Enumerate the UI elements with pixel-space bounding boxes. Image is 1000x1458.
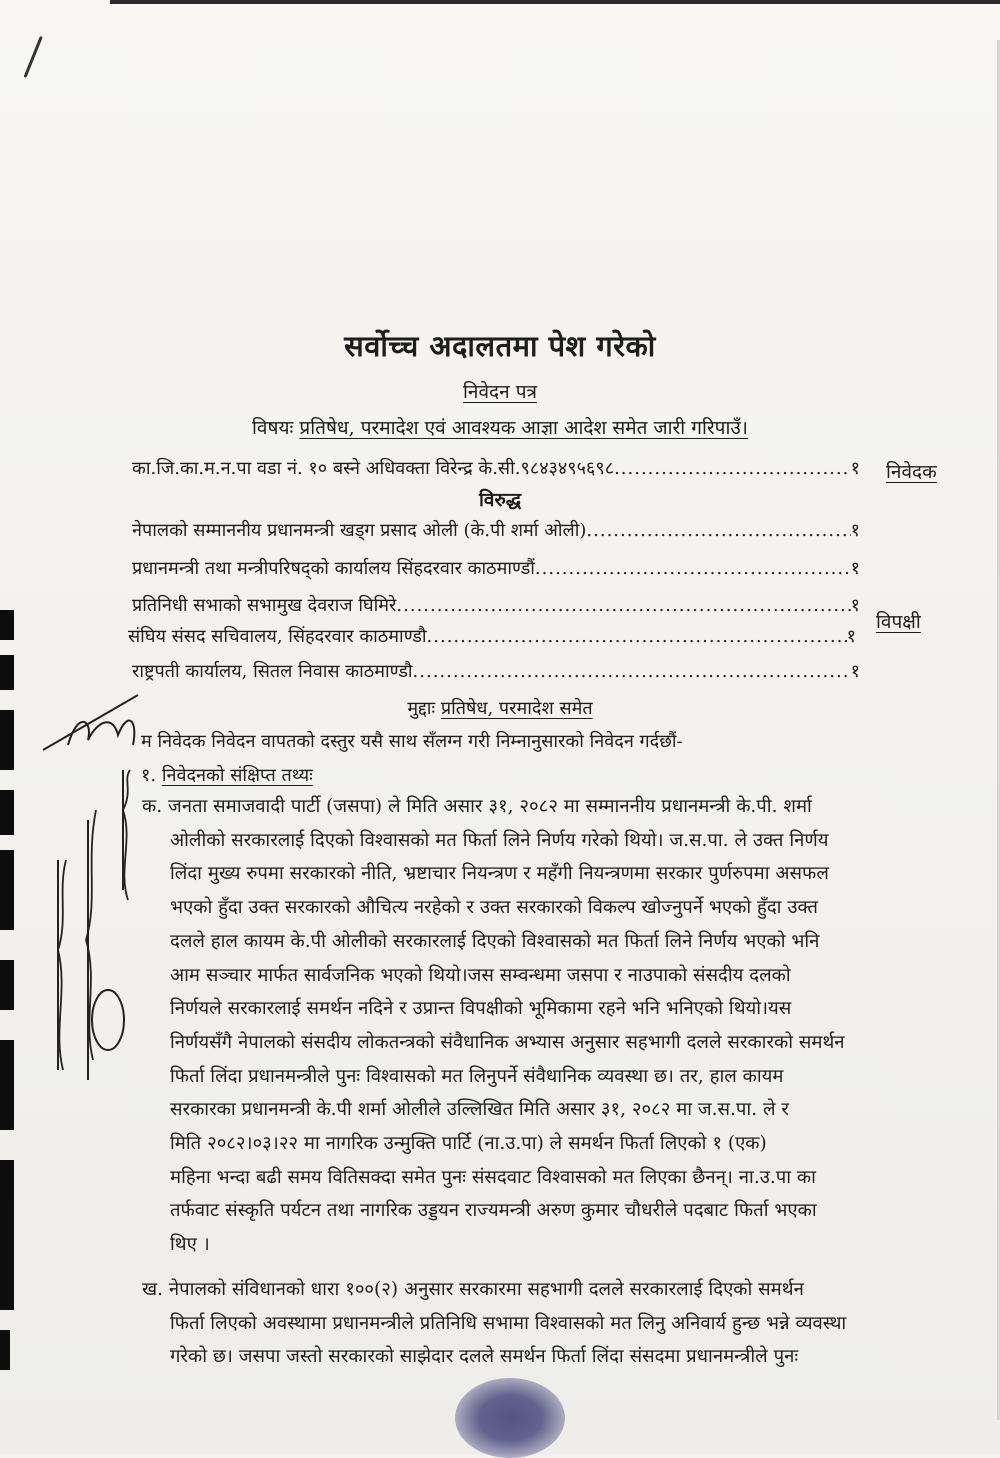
- paragraph-line: क. जनता समाजवादी पार्टी (जसपा) ले मिति असार ३१, २०८२ मा सम्माननीय प्रधानमन्त्री के.पी. शर्मा: [142, 796, 812, 817]
- respondent-count: १: [850, 661, 860, 682]
- petitioner-row: [132, 456, 860, 480]
- paragraph-line: लिंदा मुख्य रुपमा सरकारको नीति, भ्रष्टाचार नियन्त्रण र महँगी नियन्त्रणमा सरकार पुर्णरुपमा असफल: [170, 863, 829, 885]
- paragraph-line: ओलीको सरकारलाई दिएको विश्वासको मत फिर्ता लिने निर्णय गरेको थियो। ज.स.पा. ले उक्त निर्णय: [170, 829, 829, 851]
- paragraph-line: महिना भन्दा बढी समय वितिसक्दा समेत पुनः संसदवाट विश्वासको मत लिएका छैनन्। ना.उ.पा का: [170, 1166, 816, 1188]
- paragraph-line: ख. नेपालको संविधानको धारा १००(२) अनुसार सरकारमा सहभागी दलले सरकारलाई दिएको समर्थन: [142, 1279, 804, 1300]
- paragraph-line: सरकारका प्रधानमन्त्री के.पी शर्मा ओलीले उल्लिखित मिति असार ३१, २०८२ मा ज.स.पा. ले र: [170, 1099, 789, 1121]
- respondent-name: प्रतिनिधी सभाको सभामुख देवराज घिमिरे: [132, 595, 397, 616]
- respondent-count: १: [850, 595, 860, 616]
- document-title: सर्वोच्च अदालतमा पेश गरेको: [344, 329, 656, 363]
- paragraph-line: भएको हुँदा उक्त सरकारको औचित्य नरहेको र उक्त सरकारको विकल्प खोज्नुपर्ने भएको हुँदा उक्त: [170, 897, 818, 919]
- scan-top-edge: [110, 0, 1000, 4]
- petitioner-name: का.जि.का.म.न.पा वडा नं. १० बस्ने अधिवक्ता विरेन्द्र के.सी.९८४३४९५६९८: [132, 458, 615, 479]
- respondents-side-label: विपक्षी: [876, 611, 921, 633]
- respondent-name: राष्ट्रपती कार्यालय, सितल निवास काठमाण्डौ: [132, 661, 413, 682]
- respondent-name: प्रधानमन्त्री तथा मन्त्रीपरिषद्को कार्यालय सिंहदरवार काठमाण्डौं: [132, 558, 535, 579]
- respondent-row: [132, 593, 860, 617]
- paragraph-ka: [142, 790, 962, 1262]
- respondent-count: १: [850, 520, 860, 541]
- petitioner-count: १: [850, 458, 860, 479]
- paragraph-line: निर्णयले सरकारलाई समर्थन नदिने र उप्रान्त विपक्षीको भूमिकामा रहने भनि भनिएको थियो।यस: [170, 998, 792, 1020]
- leader-dots: [614, 458, 851, 479]
- paragraph-line: निर्णयसँगै नेपालको संसदीय लोकतन्त्रको संवैधानिक अभ्यास अनुसार सहभागी दलले सरकारको समर्थन: [170, 1031, 845, 1053]
- intro-text: म निवेदक निवेदन वापतको दस्तुर यसै साथ सँलग्न गरी निम्नानुसारको निवेदन गर्दछौं-: [141, 731, 683, 752]
- paragraph-line: दलले हाल कायम के.पी ओलीको सरकारलाई दिएको विश्वासको मत फिर्ता लिने निर्णय भएको भनि: [170, 930, 820, 952]
- paragraph-line: थिए ।: [170, 1234, 210, 1256]
- pen-mark: [24, 36, 43, 78]
- document-subtitle: निवेदन पत्र: [463, 381, 537, 403]
- leader-dots: [535, 558, 851, 579]
- paragraph-line: फिर्ता लिंदा प्रधानमन्त्रीले पुनः विश्वासको मत लिनुपर्ने संवैधानिक व्यवस्था छ। तर, हाल कायम: [170, 1065, 784, 1087]
- scan-left-edge-artifact: [0, 600, 16, 1420]
- paragraph-line: गरेको छ। जसपा जस्तो सरकारको साझेदार दलले समर्थन फिर्ता लिंदा संसदमा प्रधानमन्त्रीले पुनः: [170, 1346, 799, 1368]
- respondent-name: संघिय संसद सचिवालय, सिंहदरवार काठमाण्डौ: [128, 626, 427, 647]
- subject-line: [0, 414, 1000, 440]
- paragraph-line: आम सञ्चार मार्फत सार्वजनिक भएको थियो।जस सम्वन्धमा जसपा र नाउपाको संसदीय दलको: [170, 964, 791, 986]
- handwritten-margin-note: [38, 690, 168, 1090]
- subject-text: प्रतिषेध, परमादेश एवं आवश्यक आज्ञा आदेश समेत जारी गरिपाउँ।: [299, 417, 748, 439]
- leader-dots: [396, 595, 850, 616]
- case-label: मुद्दाः: [407, 698, 436, 719]
- respondent-row: [128, 624, 856, 648]
- respondent-row: [132, 659, 860, 683]
- paragraph-line: तर्फवाट संस्कृति पर्यटन तथा नागरिक उड्डयन राज्यमन्त्री अरुण कुमार चौधरीले पदबाट फिर्ता भएका: [170, 1200, 817, 1222]
- paragraph-line: मिति २०८२।०३।२२ मा नागरिक उन्मुक्ति पार्टि (ना.उ.पा) ले समर्थन फिर्ता लिएको १ (एक): [170, 1133, 767, 1155]
- thumbprint-stamp: [455, 1378, 565, 1458]
- respondent-row: [132, 518, 860, 542]
- respondent-count: १: [846, 626, 856, 647]
- leader-dots: [427, 626, 847, 647]
- respondent-count: १: [850, 558, 860, 579]
- paragraph-line: फिर्ता लिएको अवस्थामा प्रधानमन्त्रीले प्रतिनिधि सभामा विश्वासको मत लिनु अनिवार्य हुन्छ भन्ने व्यवस्था: [170, 1312, 847, 1334]
- leader-dots: [586, 520, 850, 541]
- paragraph-kha: [142, 1273, 962, 1374]
- versus-label: विरुद्ध: [478, 489, 522, 511]
- leader-dots: [413, 661, 851, 682]
- respondent-row: [132, 556, 860, 580]
- section-title: निवेदनको संक्षिप्त तथ्यः: [161, 765, 313, 786]
- section-number: १.: [141, 765, 157, 786]
- respondent-name: नेपालको सम्माननीय प्रधानमन्त्री खड्ग प्रसाद ओली (के.पी शर्मा ओली): [132, 520, 587, 541]
- case-text: प्रतिषेध, परमादेश समेत: [440, 698, 593, 719]
- subject-label: विषयः: [252, 417, 294, 439]
- petitioner-side-label: निवेदक: [886, 461, 937, 483]
